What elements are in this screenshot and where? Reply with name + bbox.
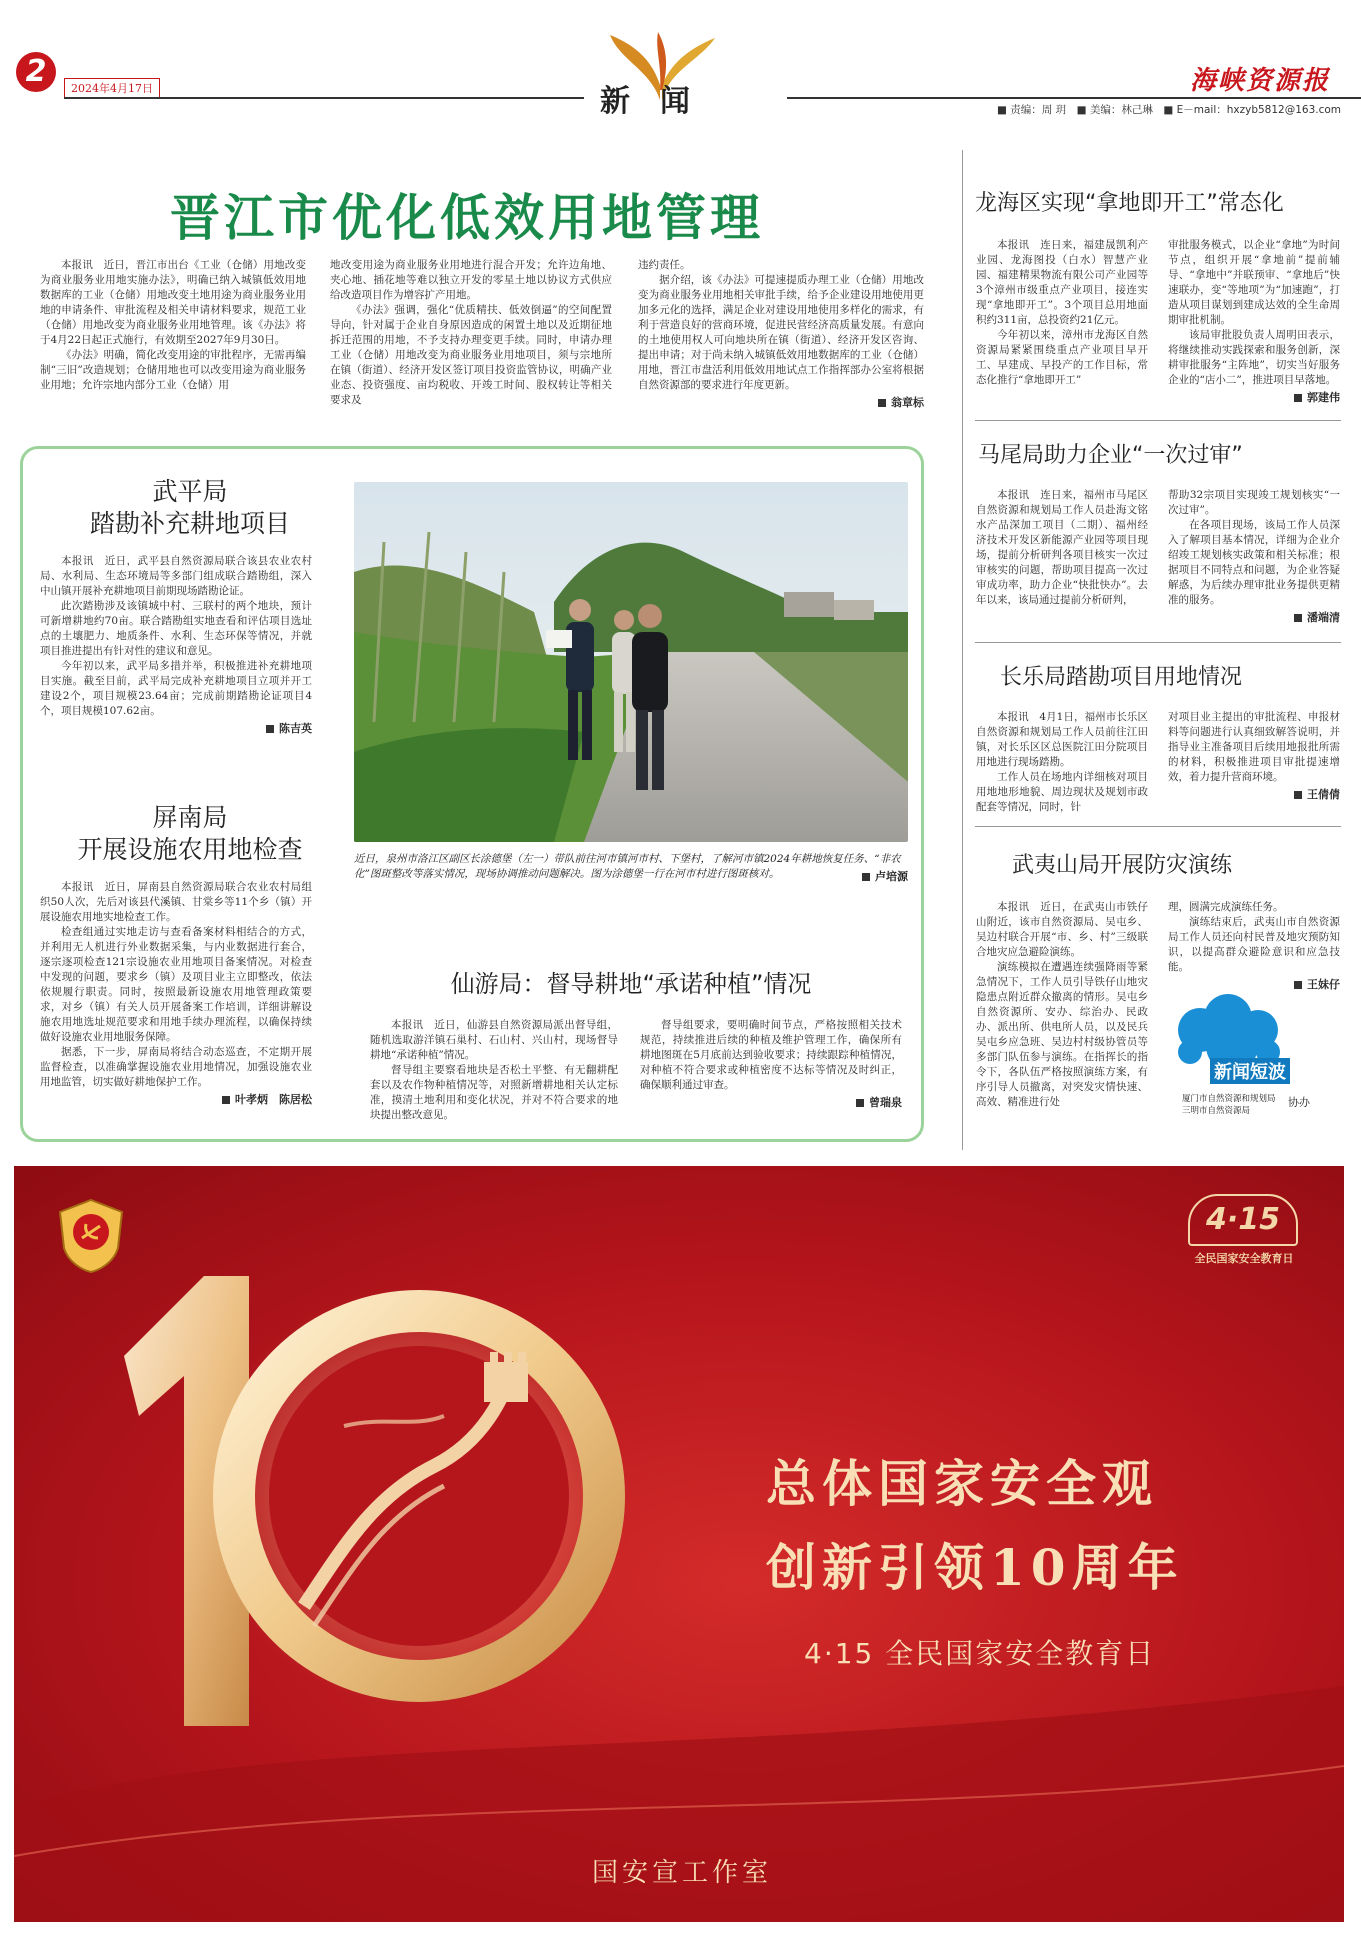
pingnan-title: 屏南局 开展设施农用地检查	[77, 803, 303, 864]
longhai-col1-p2-text: 今年初以来，漳州市龙海区自然资源局紧紧围绕重点产业项目早开工、早建成、早投产的工作目标，常态化推行“拿地即开工”	[976, 329, 1148, 386]
longhai-title: 龙海区实现“拿地即开工”常态化	[975, 191, 1284, 216]
longhai-col2-p1-text: 审批服务模式，以企业“拿地”为时间节点，组织开展“拿地前”提前辅导、“拿地中”并联预审、“拿地后”快速联办，变“等地项”为“加速跑”，打造从项目谋划到建成达效的全生命周期审批机制。	[1168, 239, 1340, 326]
pingnan-p3	[40, 1045, 312, 1090]
longhai-col1-p1-text: 本报讯 连日来，福建晟凯利产业园、龙海图投（白水）智慧产业园、福建精果物流有限公司产业园等3个漳州市级重点产业项目，接连实现“拿地即开工”。3个项目总用地面积约311亩，总投资约21亿元。	[976, 239, 1148, 326]
longhai-col1-p1	[976, 238, 1148, 328]
wuping-p2-text: 此次踏勘涉及该镇城中村、三联村的两个地块，预计可新增耕地约70亩。联合踏勘组实地查看和评估项目选址点的土壤肥力、地质条件、水利、生态环保等情况，并就项目推进提出有针对性的建议和意见。	[40, 600, 312, 657]
wuping-byline	[40, 721, 312, 736]
ad-line-3: 4·15 全民国家安全教育日	[804, 1637, 1156, 1670]
lead-col-3	[638, 258, 924, 410]
mawei-col-2	[1168, 488, 1340, 625]
wuyi-title: 武夷山局开展防灾演练	[1012, 853, 1233, 878]
wuyi-col1-p2-text: 演练模拟在遭遇连续强降雨等紧急情况下，工作人员引导铁仔山地灾隐患点附近群众撤离的情形。吴屯乡自然资源所、安办、综治办、民政办、派出所、供电所人员，以及民兵吴屯乡应急班、吴边村村级协管员等多部门队伍参与演练。在指挥长的指令下，各队伍严格按照演练方案，有序引导人员撤离，对突发灾情快速、高效、精准进行处	[976, 961, 1148, 1108]
xianyou-col1-p2	[370, 1063, 618, 1123]
lead-col1-p2-text: 《办法》明确，简化改变用途的审批程序，无需再编制“三旧”改造规划；仓储用地也可以改变用途为商业服务业用地；允许宗地内部分工业（仓储）用	[40, 349, 306, 391]
changle-col2-p1	[1168, 710, 1340, 785]
police-emblem-icon	[56, 1198, 126, 1274]
photo-credit	[862, 869, 908, 884]
pingnan-p1-text: 本报讯 近日，屏南县自然资源局联合农业农村局组织50人次，先后对该县代溪镇、甘棠乡等11个乡（镇）开展设施农用地实地检查工作。	[40, 881, 312, 923]
editor-line: ■ 责编：周 玥 ■ 美编：林己琳 ■ E－mail：hxzyb5812@163.com	[997, 104, 1342, 116]
wuyi-col2-p1-text: 理，圆满完成演练任务。	[1168, 901, 1284, 913]
photo-credit-text: 卢培源	[875, 870, 908, 883]
lead-col3-p2-text: 据介绍，该《办法》可提速提质办理工业（仓储）用地改变为商业服务业用地相关审批手续，给予企业建设用地使用更加多元化的选择，满足企业对建设用地使用多样化的需求，有利于营造良好的营商环境，促进民营经济高质量发展。有意向的土地使用权人可向地块所在镇（街道）、经济开发区咨询、提出申请；对于尚未纳入城镇低效用地数据库的工业（仓储）用地，晋江市盘活利用低效用地试点工作指挥部办公室将根据自然资源部的要求进行年度更新。	[638, 274, 924, 391]
lead-col2-p2	[330, 303, 612, 408]
changle-col-1	[976, 710, 1148, 815]
lead-col3-p2	[638, 273, 924, 393]
pingnan-body	[40, 880, 312, 1107]
xianyou-col2-p1-text: 督导组要求，要明确时间节点，严格按照相关技术规范，持续推进后续的种植及维护管理工作，确保所有耕地图斑在5月底前达到验收要求；持续跟踪种植情况，对种植不符合要求或种植密度不达标等情况及时纠正，确保顺利通过审查。	[640, 1019, 902, 1091]
xianyou-col-2	[640, 1018, 902, 1110]
longhai-col1-p2	[976, 328, 1148, 388]
photo-caption	[354, 852, 908, 884]
mawei-col1-p1	[976, 488, 1148, 608]
security-ad-banner	[14, 1166, 1344, 1922]
wuyi-col2-p2-text: 演练结束后，武夷山市自然资源局工作人员还向村民普及地灾预防知识，以提高群众避险意识和应急技能。	[1168, 916, 1340, 973]
wuyi-byline-text: 王妹仔	[1307, 978, 1340, 991]
logo-415-number: 4·15	[1205, 1202, 1281, 1237]
changle-byline	[1168, 787, 1340, 802]
changle-col-2	[1168, 710, 1340, 802]
pingnan-p2	[40, 925, 312, 1045]
wuping-body	[40, 554, 312, 736]
pingnan-p3-text: 据悉，下一步，屏南局将结合动态巡查，不定期开展监督检查，以准确掌握设施农业用地情况，加强设施农业用地监管，切实做好耕地保护工作。	[40, 1046, 312, 1088]
changle-col1-p1-text: 本报讯 4月1日，福州市长乐区自然资源和规划局工作人员前往江田镇，对长乐区区总医院江田分院项目用地进行现场踏勘。	[976, 711, 1148, 768]
longhai-col2-p1	[1168, 238, 1340, 328]
changle-title: 长乐局踏勘项目用地情况	[1000, 665, 1243, 690]
wuyi-col1-p1	[976, 900, 1148, 960]
date-label: 2024年4月17日	[64, 78, 160, 98]
mawei-col2-p2-text: 在各项目现场，该局工作人员深入了解项目基本情况，详细为企业介绍竣工规划核实政策和相关标准；根据项目不同特点和问题，为企业答疑解惑，为后续办理审批业务提供更精准的服务。	[1168, 519, 1340, 606]
mawei-col-1	[976, 488, 1148, 608]
mawei-col2-p2	[1168, 518, 1340, 608]
mawei-col1-p1-text: 本报讯 连日来，福州市马尾区自然资源和规划局工作人员赴海文铭水产品深加工项目（二期）、福州经济技术开发区新能源产业园等项目现场，提前分析研判各项目核实一次过审核实的问题，帮助项目提高一次过审成功率，助力企业“快批快办”。去年以来，该局通过提前分析研判，	[976, 489, 1148, 606]
changle-col1-p1	[976, 710, 1148, 770]
wuping-p1	[40, 554, 312, 599]
news-brief-org-1: 厦门市自然资源和规划局	[1182, 1094, 1276, 1104]
section-name: 新闻	[600, 84, 720, 119]
ad-line-2: 创新引领10周年	[766, 1538, 1184, 1597]
ad-line-1: 总体国家安全观	[766, 1454, 1158, 1513]
news-brief-co: 协办	[1288, 1096, 1310, 1109]
wuping-p1-text: 本报讯 近日，武平县自然资源局联合该县农业农村局、水利局、生态环境局等多部门组成联合踏勘组，深入中山镇开展补充耕地项目前期现场踏勘论证。	[40, 555, 312, 597]
wuping-p2	[40, 599, 312, 659]
paper-name: 海峡资源报	[1190, 66, 1331, 96]
page-number: 2	[25, 54, 47, 89]
lead-col1-p2	[40, 348, 306, 393]
longhai-col2-p2-text: 该局审批股负责人周明田表示，将继续推动实践探索和服务创新，深耕审批服务“主阵地”，切实当好服务企业的“店小二”，推进项目早落地。	[1168, 329, 1340, 386]
pingnan-byline-text: 叶孝炳 陈居松	[235, 1093, 312, 1106]
xianyou-col1-p1-text: 本报讯 近日，仙游县自然资源局派出督导组，随机选取游洋镇石巢村、石山村、兴山村，现场督导耕地“承诺种植”情况。	[370, 1019, 618, 1061]
longhai-col2-p2	[1168, 328, 1340, 388]
wuyi-col1-p1-text: 本报讯 近日，在武夷山市铁仔山附近，该市自然资源局、吴屯乡、吴边村联合开展“市、乡、村”三级联合地灾应急避险演练。	[976, 901, 1148, 958]
xianyou-col2-p1	[640, 1018, 902, 1093]
pingnan-p2-text: 检查组通过实地走访与查看备案材料相结合的方式，并利用无人机进行外业数据采集，与内业数据进行套合，逐宗逐项检查121宗设施农业用地项目备案情况。对检查中发现的问题，要求乡（镇）及项目业主立即整改，依法依规履行职责。同时，按照最新设施农用地管理政策要求，对乡（镇）有关人员开展备案工作培训，详细讲解设施农用地选址规范要求和用地手续办理流程，以确保持续做好设施农业用地服务保障。	[40, 926, 312, 1043]
lead-col1-p1	[40, 258, 306, 348]
longhai-byline-text: 郭建伟	[1307, 391, 1340, 404]
longhai-col-2	[1168, 238, 1340, 405]
xianyou-col-1	[370, 1018, 618, 1123]
ad-office: 国安宣工作室	[592, 1858, 773, 1888]
lead-col-2	[330, 258, 612, 408]
xianyou-title: 仙游局：督导耕地“承诺种植”情况	[450, 970, 812, 998]
mawei-byline	[1168, 610, 1340, 625]
wuyi-col-1	[976, 900, 1148, 1110]
wuping-byline-text: 陈吉英	[279, 722, 312, 735]
news-brief-title: 新闻短波	[1210, 1058, 1290, 1084]
pingnan-byline	[40, 1092, 312, 1107]
wuyi-col2-p1	[1168, 900, 1340, 915]
news-photo	[354, 482, 908, 842]
lead-byline	[638, 395, 924, 410]
wuping-p3	[40, 659, 312, 719]
xianyou-col1-p2-text: 督导组主要察看地块是否松土平整、有无翻耕配套以及农作物种植情况等，对照新增耕地相关认定标准，摸清土地利用和变化状况，并对不符合要求的地块提出整改意见。	[370, 1064, 618, 1121]
longhai-col-1	[976, 238, 1148, 388]
changle-byline-text: 王倩倩	[1307, 788, 1340, 801]
xianyou-col1-p1	[370, 1018, 618, 1063]
mawei-title: 马尾局助力企业“一次过审”	[978, 443, 1243, 468]
wuyi-col2-p2	[1168, 915, 1340, 975]
lead-col2-p2-text: 《办法》强调，强化“优质精扶、低效倒逼”的空间配置导向，针对属于企业自身原因造成的闲置土地以及近期征地拆迁范围的用地，不予支持办理变更手续。同时，申请办理工业（仓储）用地改变为商业服务业用地项目，须与宗地所在镇（街道）、经济开发区签订项目投资监管协议，明确产业业态、投资强度、亩均税收、开竣工时间、股权转让等相关要求及	[330, 304, 612, 406]
lead-col3-p1-text: 违约责任。	[638, 259, 691, 271]
mawei-col2-p1-text: 帮助32宗项目实现竣工规划核实“一次过审”。	[1168, 489, 1340, 516]
xianyou-byline-text: 曾瑞泉	[869, 1096, 902, 1109]
lead-title: 晋江市优化低效用地管理	[170, 188, 764, 247]
wuyi-col-2	[1168, 900, 1340, 992]
photo-caption-text: 近日，泉州市洛江区副区长涂德堡（左一）带队前往河市镇河市村、下堡村，了解河市镇2024年耕地恢复任务、“非农化”图斑整改等落实情况，现场协调推动问题解决。图为涂德堡一行在河市村进行图斑核对。	[354, 853, 901, 880]
logo-415-caption: 全民国家安全教育日	[1194, 1252, 1294, 1265]
mawei-col2-p1	[1168, 488, 1340, 518]
lead-col1-p1-text: 本报讯 近日，晋江市出台《工业（仓储）用地改变为商业服务业用地实施办法》，明确已纳入城镇低效用地数据库的工业（仓储）用地改变土地用途为商业服务业用地的申请条件、审批流程及相关申请材料要求，规范工业（仓储）用地改变为商业服务业用地管理。该《办法》将于4月22日起正式施行，有效期至2027年9月30日。	[40, 259, 306, 346]
lead-col2-p1-text: 地改变用途为商业服务业用地进行混合开发；允许边角地、夹心地、插花地等难以独立开发的零星土地以协议方式供应给改造项目作为增容扩产用地。	[330, 259, 612, 301]
lead-col-1	[40, 258, 306, 393]
lead-col3-p1	[638, 258, 924, 273]
wuyi-col1-p2	[976, 960, 1148, 1110]
xianyou-byline	[640, 1095, 902, 1110]
changle-col1-p2-text: 工作人员在场地内详细核对项目用地地形地貌、周边现状及规划市政配套等情况，同时，针	[976, 771, 1148, 813]
changle-col2-p1-text: 对项目业主提出的审批流程、申报材料等问题进行认真细致解答说明，并指导业主准备项目后续用地报批所需的材料，积极推进项目审批提速增效，着力提升营商环境。	[1168, 711, 1340, 783]
longhai-byline	[1168, 390, 1340, 405]
wuping-title: 武平局 踏勘补充耕地项目	[89, 477, 290, 538]
pingnan-p1	[40, 880, 312, 925]
changle-col1-p2	[976, 770, 1148, 815]
lead-byline-text: 翁章标	[891, 396, 924, 409]
news-brief-org-2: 三明市自然资源局	[1182, 1106, 1251, 1116]
lead-col2-p1	[330, 258, 612, 303]
wuping-p3-text: 今年初以来，武平局多措并举，积极推进补充耕地项目实施。截至目前，武平局完成补充耕地项目立项并开工建设2个，项目规模23.64亩；完成前期踏勘论证项目4个，项目规模107.62亩。	[40, 660, 312, 717]
mawei-byline-text: 潘端清	[1307, 611, 1340, 624]
